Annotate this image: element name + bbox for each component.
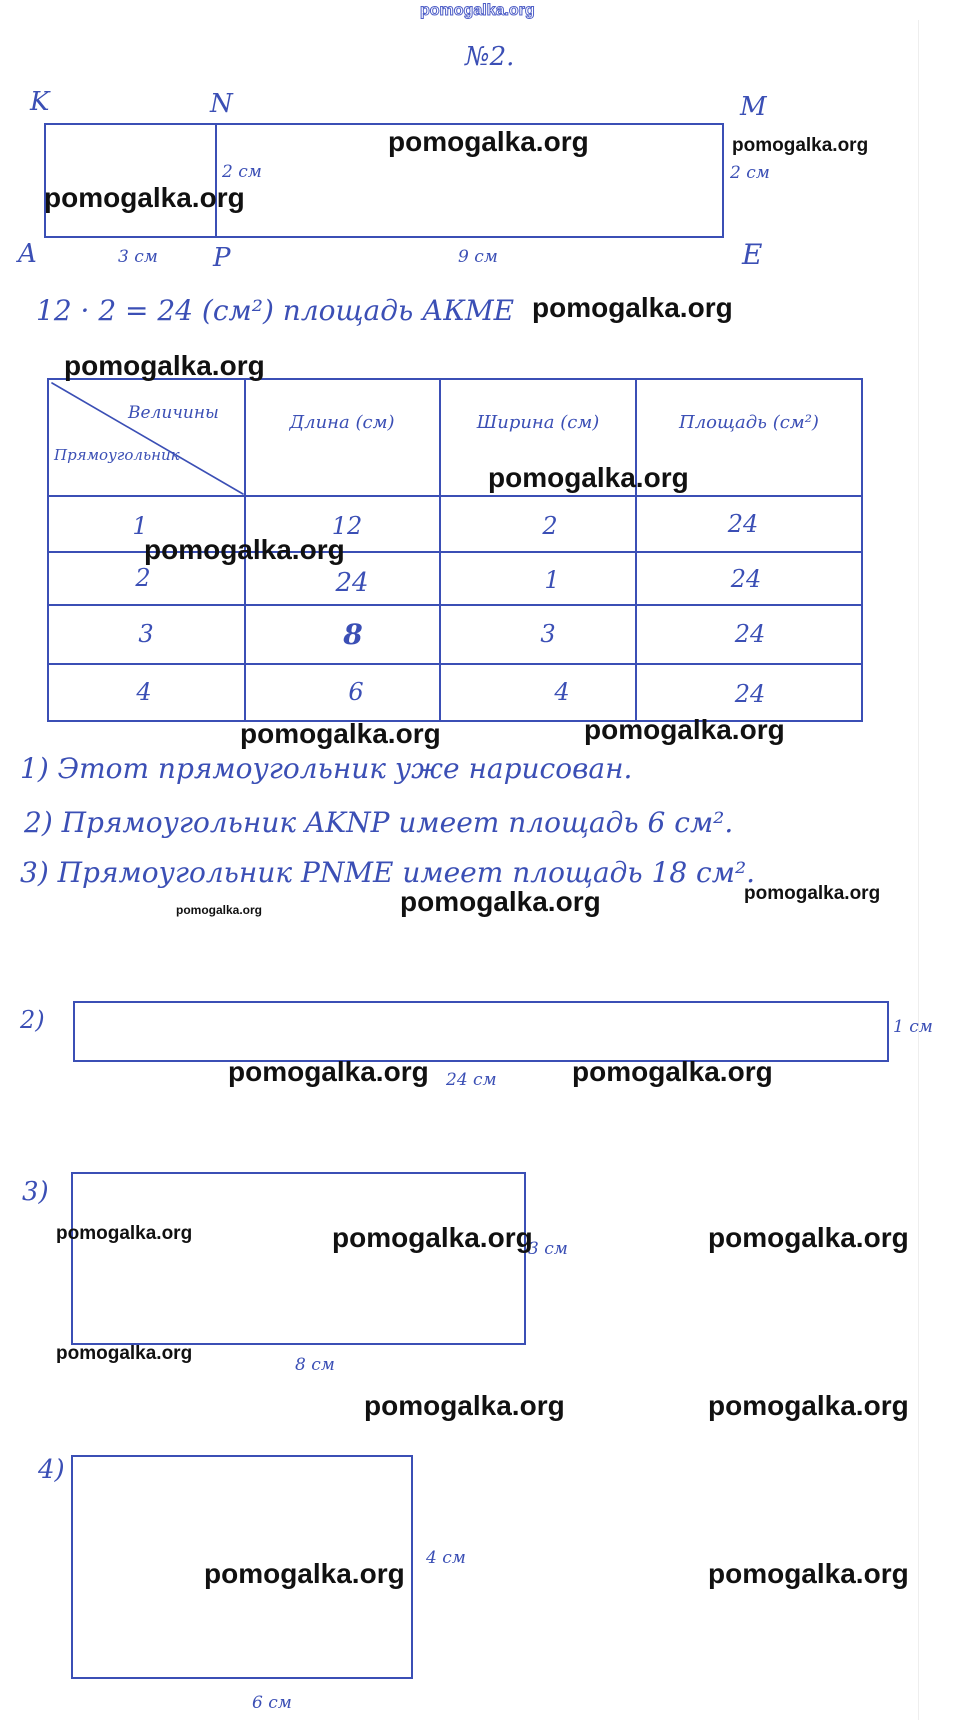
watermark-text: pomogalka.org — [732, 135, 869, 156]
watermark-text: pomogalka.org — [400, 886, 601, 917]
header-width: Ширина (см) — [476, 412, 600, 433]
row1-length: 12 — [331, 512, 363, 540]
table-row — [134, 564, 761, 598]
watermark-text: pomogalka.org — [240, 718, 441, 749]
row1-area: 24 — [727, 510, 759, 538]
drawing-4-width: 6 см — [252, 1693, 292, 1713]
watermark-text: pomogalka.org — [176, 903, 263, 917]
drawing-2-width: 24 см — [446, 1070, 497, 1090]
row3-width: 3 — [540, 620, 556, 648]
vertex-p-label: P — [213, 243, 231, 273]
dim-ap-label: 3 см — [118, 247, 158, 267]
drawing-3-width: 8 см — [295, 1355, 335, 1375]
drawing-4-label: 4) — [38, 1455, 65, 1485]
note-2: 2) Прямоугольник AKNP имеет площадь 6 см². — [24, 806, 734, 839]
rectangle-8x3 — [72, 1173, 525, 1344]
rectangle-akme — [45, 124, 723, 237]
watermark-text: pomogalka.org — [44, 182, 245, 213]
row1-number: 1 — [132, 512, 148, 540]
rectangle-24x1 — [74, 1002, 888, 1061]
drawing-2-label: 2) — [20, 1006, 45, 1034]
area-formula: 12 · 2 = 24 (см²) площадь АКМЕ — [36, 294, 515, 327]
watermark-text: pomogalka.org — [744, 883, 881, 904]
row1-width: 2 — [542, 512, 558, 540]
row3-length: 8 — [343, 618, 363, 651]
header-watermark: pomogalka.org — [420, 2, 535, 19]
row2-length: 24 — [335, 568, 369, 598]
note-3: 3) Прямоугольник PNME имеет площадь 18 см². — [20, 856, 756, 889]
header-length: Длина (см) — [289, 412, 395, 433]
watermark-text: pomogalka.org — [144, 534, 345, 565]
watermark-text: pomogalka.org — [708, 1390, 909, 1421]
vertex-m-label: M — [740, 92, 767, 122]
watermark-text: pomogalka.org — [708, 1558, 909, 1589]
dim-np-label: 2 см — [222, 162, 262, 182]
watermark-text: pomogalka.org — [64, 350, 265, 381]
watermark-text: pomogalka.org — [488, 462, 689, 493]
row4-number: 4 — [136, 678, 152, 706]
vertex-k-label: K — [30, 87, 50, 117]
note-1: 1) Этот прямоугольник уже нарисован. — [20, 752, 633, 785]
watermark-text: pomogalka.org — [388, 126, 589, 157]
watermark-text: pomogalka.org — [204, 1558, 405, 1589]
table-row — [138, 618, 765, 651]
row2-width: 1 — [544, 566, 560, 594]
watermark-text: pomogalka.org — [332, 1222, 533, 1253]
drawing-3-height: 3 см — [528, 1239, 568, 1259]
drawing-24x1 — [19, 1002, 933, 1090]
drawing-4-height: 4 см — [426, 1548, 466, 1568]
table-row — [135, 678, 765, 708]
vertex-e-label: E — [742, 238, 763, 271]
vertex-n-label: N — [210, 89, 233, 119]
watermark-text: pomogalka.org — [532, 292, 733, 323]
drawing-3-label: 3) — [22, 1177, 49, 1207]
watermark-text: pomogalka.org — [56, 1343, 193, 1364]
corner-bottom-label: Прямоугольник — [54, 446, 180, 464]
row4-length: 6 — [348, 678, 364, 706]
row3-number: 3 — [138, 620, 154, 648]
watermark-text: pomogalka.org — [56, 1223, 193, 1244]
watermark-text: pomogalka.org — [364, 1390, 565, 1421]
table-corner-diagonal — [52, 383, 243, 494]
row2-area: 24 — [730, 565, 762, 593]
figure-akme — [16, 87, 770, 273]
corner-top-label: Величины — [128, 403, 219, 423]
row2-number: 2 — [135, 564, 151, 592]
watermark-text: pomogalka.org — [584, 714, 785, 745]
header-area: Площадь (см²) — [679, 412, 819, 433]
watermark-text: pomogalka.org — [708, 1222, 909, 1253]
watermark-text: pomogalka.org — [572, 1056, 773, 1087]
row3-area: 24 — [734, 620, 766, 648]
watermark-text: pomogalka.org — [228, 1056, 429, 1087]
dim-pe-label: 9 см — [458, 247, 498, 267]
row4-width: 4 — [554, 678, 570, 706]
vertex-a-label: A — [18, 239, 37, 269]
row4-area: 24 — [734, 680, 766, 708]
drawing-2-height: 1 см — [893, 1017, 933, 1037]
dim-me-label: 2 см — [730, 163, 770, 183]
task-number: №2. — [465, 42, 515, 72]
